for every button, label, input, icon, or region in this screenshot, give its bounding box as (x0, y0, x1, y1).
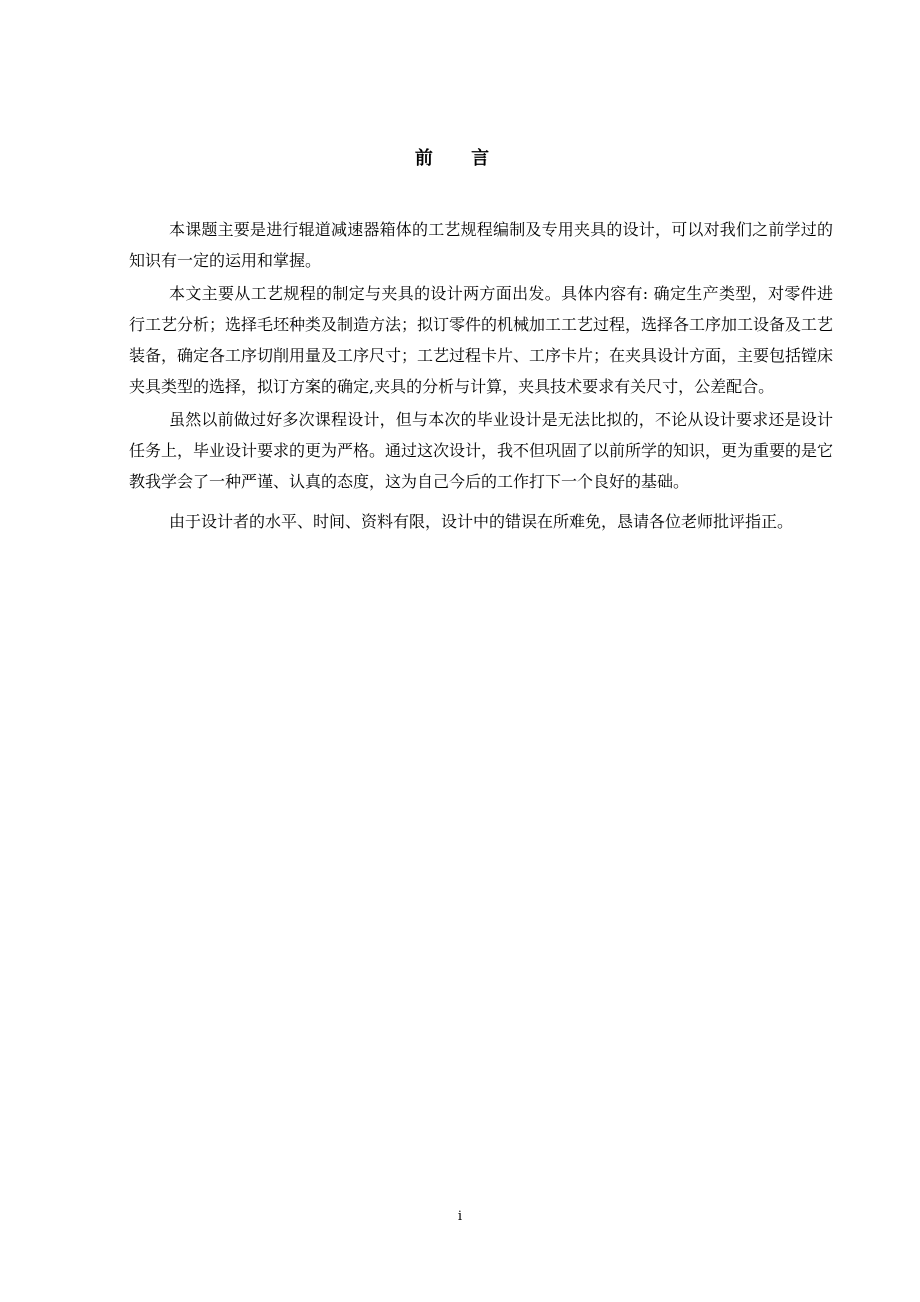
paragraph-1: 本课题主要是进行辊道减速器箱体的工艺规程编制及专用夹具的设计，可以对我们之前学过的知识有一定的运用和掌握。 (129, 220, 833, 270)
paragraph-2: 本文主要从工艺规程的制定与夹具的设计两方面出发。具体内容有: 确定生产类型，对零件进行工艺分析；选择毛坯种类及制造方法；拟订零件的机械加工工艺过程，选择各工序加工设备及工艺装备，确定各工序切削用量及工序尺寸；工艺过程卡片、工序卡片；在夹具设计方面，主要包括镗床夹具类型的选择，拟订方案的确定,夹具的分析与计算，夹具技术要求有关尺寸，公差配合。 (129, 284, 834, 396)
page-number: i (457, 1209, 463, 1224)
paragraph-4: 由于设计者的水平、时间、资料有限，设计中的错误在所难免，恳请各位老师批评指正。 (169, 512, 794, 531)
page-title: 前 言 (414, 148, 506, 169)
body-text (129, 214, 833, 537)
paragraph-3: 虽然以前做过好多次课程设计，但与本次的毕业设计是无法比拟的，不论从设计要求还是设计任务上，毕业设计要求的更为严格。通过这次设计，我不但巩固了以前所学的知识，更为重要的是它教我学会了一种严谨、认真的态度，这为自己今后的工作打下一个良好的基础。 (129, 410, 834, 491)
